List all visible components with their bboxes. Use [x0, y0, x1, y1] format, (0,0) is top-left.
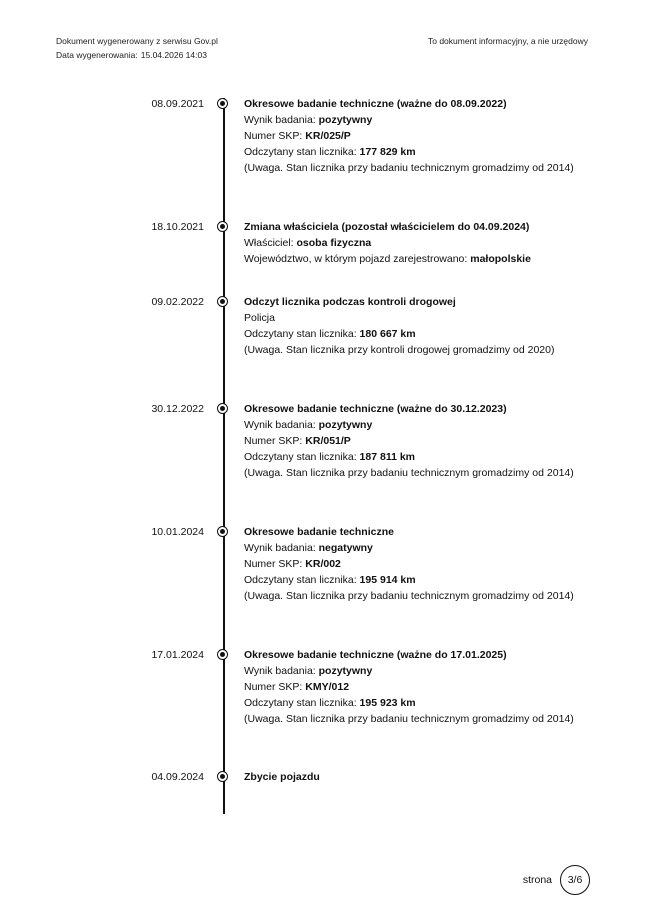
- entry-detail-line: [244, 679, 574, 695]
- entry-details: [244, 219, 574, 267]
- timeline-marker-icon: [217, 296, 228, 307]
- entry-date: 30.12.2022: [151, 403, 204, 415]
- entry-detail-line: [244, 128, 574, 144]
- detail-value: osoba fizyczna: [296, 237, 372, 249]
- detail-label: Odczytany stan licznika:: [244, 697, 360, 709]
- detail-value: 195 914 km: [359, 574, 416, 586]
- timeline-marker-icon: [217, 98, 228, 109]
- detail-label: Numer SKP:: [244, 435, 306, 447]
- entry-details: [244, 401, 574, 481]
- detail-value: KMY/012: [305, 681, 350, 693]
- detail-value: KR/025/P: [305, 130, 351, 142]
- entry-detail-line: [244, 251, 574, 267]
- detail-label: Numer SKP:: [244, 681, 306, 693]
- detail-value: 187 811 km: [359, 451, 416, 463]
- entry-details: [244, 769, 574, 785]
- detail-label: (Uwaga. Stan licznika przy badaniu technicznym gromadzimy od 2014): [244, 162, 574, 174]
- detail-label: (Uwaga. Stan licznika przy badaniu technicznym gromadzimy od 2014): [244, 590, 574, 602]
- entry-detail-line: [244, 556, 574, 572]
- detail-label: Numer SKP:: [244, 558, 306, 570]
- generated-date-label: Data wygenerowania:: [56, 50, 138, 60]
- detail-label: (Uwaga. Stan licznika przy kontroli drogowej gromadzimy od 2020): [244, 344, 555, 356]
- entry-detail-line: [244, 449, 574, 465]
- detail-value: KR/051/P: [305, 435, 351, 447]
- entry-title: Okresowe badanie techniczne (ważne do 17.01.2025): [244, 649, 507, 661]
- detail-label: Województwo, w którym pojazd zarejestrowano:: [244, 253, 471, 265]
- detail-label: Wynik badania:: [244, 542, 319, 554]
- page-label: strona: [522, 874, 552, 886]
- detail-label: (Uwaga. Stan licznika przy badaniu technicznym gromadzimy od 2014): [244, 713, 574, 725]
- entry-date: 17.01.2024: [151, 649, 204, 661]
- entry-date: 08.09.2021: [151, 98, 204, 110]
- entry-date: 18.10.2021: [151, 221, 204, 233]
- source-label: Dokument wygenerowany z serwisu Gov.pl: [56, 36, 218, 46]
- entry-detail-line: [244, 588, 574, 604]
- detail-label: Odczytany stan licznika:: [244, 574, 360, 586]
- detail-value: negatywny: [318, 542, 373, 554]
- entry-detail-line: [244, 711, 574, 727]
- detail-value: 195 923 km: [359, 697, 416, 709]
- entry-date: 10.01.2024: [151, 526, 204, 538]
- entry-title: Zbycie pojazdu: [244, 771, 320, 783]
- entry-detail-line: [244, 572, 574, 588]
- entry-details: [244, 524, 574, 604]
- detail-label: Odczytany stan licznika:: [244, 451, 360, 463]
- detail-value: pozytywny: [318, 114, 373, 126]
- detail-label: Odczytany stan licznika:: [244, 146, 360, 158]
- entry-detail-line: [244, 433, 574, 449]
- page-number-badge: [560, 865, 590, 895]
- entry-detail-line: [244, 465, 574, 481]
- detail-label: (Uwaga. Stan licznika przy badaniu technicznym gromadzimy od 2014): [244, 467, 574, 479]
- detail-value: pozytywny: [318, 419, 373, 431]
- entry-detail-line: [244, 326, 574, 342]
- detail-label: Policja: [244, 312, 275, 324]
- timeline-marker-icon: [217, 649, 228, 660]
- entry-title: Okresowe badanie techniczne (ważne do 08.09.2022): [244, 98, 507, 110]
- detail-value: KR/002: [305, 558, 341, 570]
- timeline-marker-icon: [217, 221, 228, 232]
- entry-detail-line: [244, 310, 574, 326]
- timeline-line: [223, 98, 225, 814]
- timeline-marker-icon: [217, 771, 228, 782]
- detail-label: Wynik badania:: [244, 114, 319, 126]
- entry-details: [244, 294, 574, 358]
- entry-title: Okresowe badanie techniczne: [244, 526, 394, 538]
- entry-detail-line: [244, 342, 574, 358]
- detail-label: Właściciel:: [244, 237, 297, 249]
- entry-detail-line: [244, 663, 574, 679]
- entry-detail-line: [244, 695, 574, 711]
- page-footer: [523, 864, 590, 896]
- detail-value: 177 829 km: [359, 146, 416, 158]
- entry-title: Odczyt licznika podczas kontroli drogowej: [244, 296, 456, 308]
- detail-label: Numer SKP:: [244, 130, 306, 142]
- detail-label: Odczytany stan licznika:: [244, 328, 360, 340]
- entry-detail-line: [244, 160, 574, 176]
- entry-detail-line: [244, 112, 574, 128]
- informational-notice: To dokument informacyjny, a nie urzędowy: [427, 36, 588, 46]
- entry-date: 04.09.2024: [151, 771, 204, 783]
- entry-detail-line: [244, 417, 574, 433]
- entry-details: [244, 647, 574, 727]
- entry-detail-line: [244, 144, 574, 160]
- entry-detail-line: [244, 235, 574, 251]
- detail-value: 180 667 km: [359, 328, 416, 340]
- entry-details: [244, 96, 574, 176]
- detail-label: Wynik badania:: [244, 419, 319, 431]
- entry-detail-line: [244, 540, 574, 556]
- detail-value: małopolskie: [470, 253, 531, 265]
- generated-date-value: 15.04.2026 14:03: [140, 50, 207, 60]
- detail-value: pozytywny: [318, 665, 373, 677]
- entry-title: Okresowe badanie techniczne (ważne do 30.12.2023): [244, 403, 507, 415]
- detail-label: Wynik badania:: [244, 665, 319, 677]
- timeline-marker-icon: [217, 526, 228, 537]
- entry-title: Zmiana właściciela (pozostał właścicielem do 04.09.2024): [244, 221, 530, 233]
- timeline-marker-icon: [217, 403, 228, 414]
- entry-date: 09.02.2022: [151, 296, 204, 308]
- page-number: 3/6: [567, 874, 583, 886]
